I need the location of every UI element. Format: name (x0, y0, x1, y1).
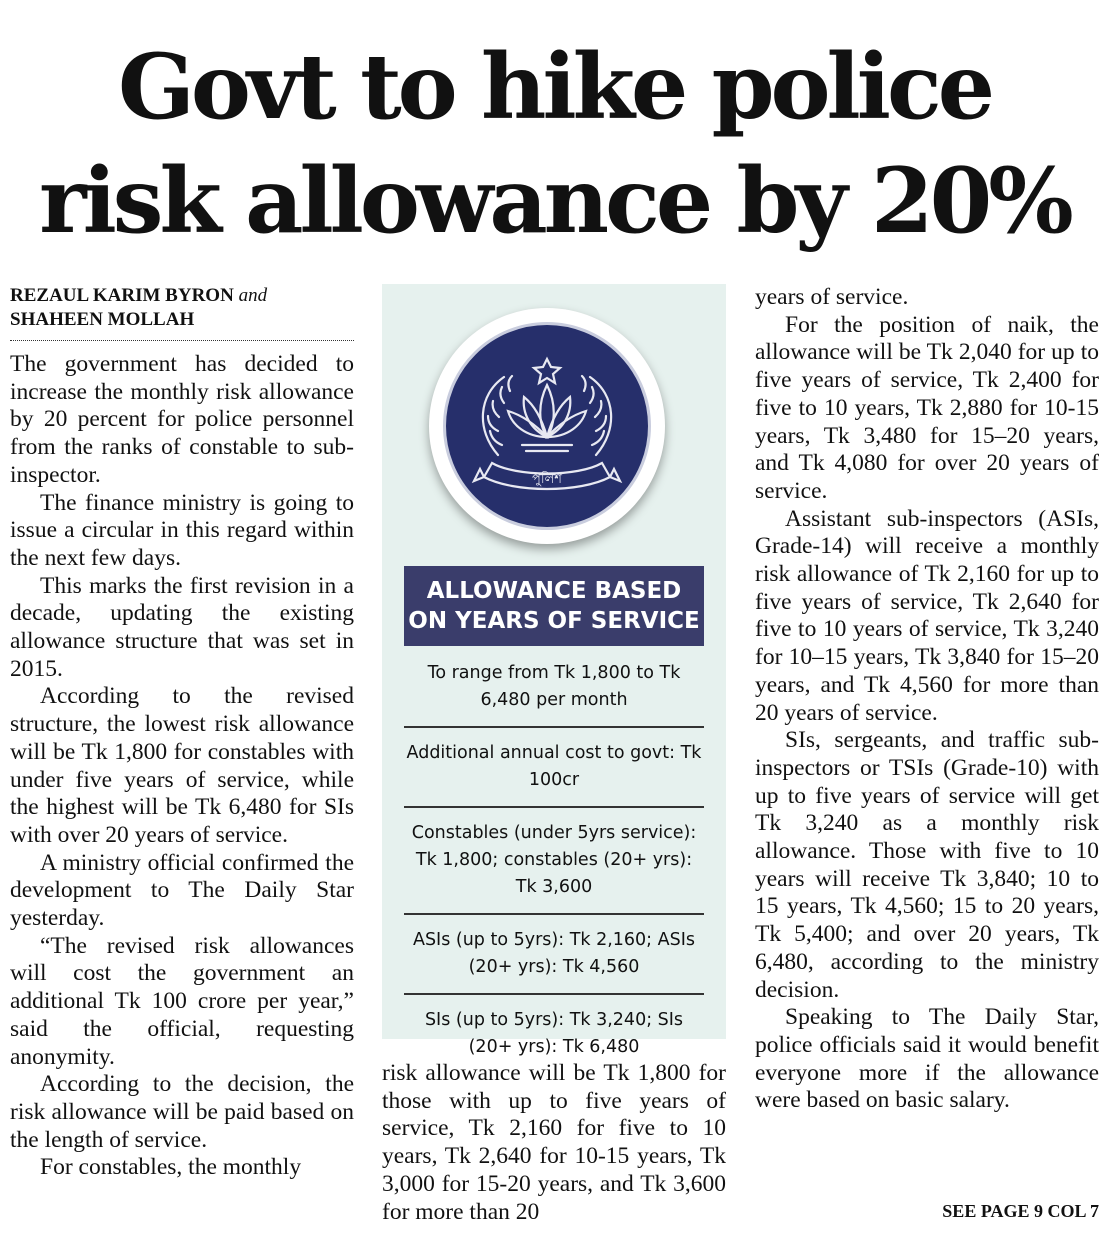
paragraph: According to the revised structure, the lowest risk allowance will be Tk 1,800 for constables with under five years of service, while the highest will be Tk 6,480 for SIs with over 20 years of service. (10, 683, 354, 848)
fact-box-title-line-1: ALLOWANCE BASED (426, 578, 682, 604)
article-column-3 (755, 284, 1099, 1115)
byline-joiner: and (238, 285, 268, 306)
paragraph: SIs, sergeants, and traffic sub-inspectors or TSIs (Grade-10) with up to five years of service will get Tk 3,240 as a monthly risk allowance. Those with five to 10 years will receive Tk 3,840; 10 to 15 years, Tk 4,560; 15 to 20 years, Tk 5,400; and over 20 years, Tk 6,480, according to the ministry decision. (755, 727, 1099, 1003)
police-emblem (443, 322, 651, 530)
fact-box (382, 284, 726, 1057)
paragraph: This marks the first revision in a decade, updating the existing allowance structure that was set in 2015. (10, 572, 354, 682)
article-column-1 (10, 284, 354, 1182)
police-emblem-frame (429, 308, 665, 544)
article-column-2 (382, 1060, 726, 1226)
police-emblem-icon (446, 325, 648, 527)
fact-item: To range from Tk 1,800 to Tk 6,480 per month (404, 658, 704, 728)
paragraph: The finance ministry is going to issue a circular in this regard within the next few days. (10, 489, 354, 571)
paragraph: For constables, the monthly (40, 1154, 302, 1181)
paragraph: years of service. (755, 284, 909, 310)
paragraph: The government has decided to increase the monthly risk allowance by 20 percent for police personnel from the ranks of constable to sub-inspector. (10, 351, 354, 488)
paragraph: A ministry official confirmed the development to The Daily Star yesterday. (10, 849, 354, 932)
fact-list (404, 658, 704, 1083)
emblem-text: পুলিশ (532, 472, 562, 487)
paragraph: Assistant sub-inspectors (ASIs, Grade-14) will receive a monthly risk allowance of Tk 2,160 for up to five years of service, Tk 2,640 for five to 10 years of service, Tk 3,240 for 10–15 years, Tk 3,840 for 15–20 years, and Tk 4,560 for more than 20 years of service. (755, 505, 1099, 726)
paragraph: According to the decision, the risk allowance will be paid based on the length of service. (10, 1071, 354, 1153)
fact-box-title (404, 566, 704, 646)
paragraph: For the position of naik, the allowance will be Tk 2,040 for up to five years of service, Tk 2,400 for five to 10 years, Tk 2,880 for 10-15 years, Tk 3,480 for 15–20 years, and Tk 4,080 for over 20 years of service. (755, 311, 1099, 504)
headline (0, 30, 1109, 258)
fact-item: SIs (up to 5yrs): Tk 3,240; SIs (20+ yrs): Tk 6,480 (424, 1010, 684, 1057)
fact-item: Constables (under 5yrs service): Tk 1,800; constables (20+ yrs): Tk 3,600 (404, 818, 704, 915)
paragraph: “The revised risk allowances will cost the government an additional Tk 100 crore per year,” said the official, requesting anonymity. (10, 932, 354, 1070)
byline-author-1: REZAUL KARIM BYRON (10, 285, 234, 306)
jump-line: SEE PAGE 9 COL 7 (942, 1201, 1099, 1221)
fact-item: Additional annual cost to govt: Tk 100cr (404, 738, 704, 808)
paragraph: risk allowance will be Tk 1,800 for those with up to five years of service, Tk 2,160 for five to 10 years, Tk 2,640 for 10-15 years, Tk 3,000 for 15-20 years, and Tk 3,600 for more than 20 (382, 1060, 726, 1225)
fact-box-title-line-2: ON YEARS OF SERVICE (408, 608, 700, 634)
paragraph: Speaking to The Daily Star, police officials said it would benefit everyone more if the allowance were based on basic salary. (755, 1004, 1099, 1114)
byline (10, 284, 354, 341)
fact-item: ASIs (up to 5yrs): Tk 2,160; ASIs (20+ yrs): Tk 4,560 (404, 925, 704, 995)
headline-line-2: risk allowance by 20% (39, 148, 1070, 254)
headline-line-1: Govt to hike police (118, 34, 991, 140)
byline-author-2: SHAHEEN MOLLAH (10, 309, 195, 330)
